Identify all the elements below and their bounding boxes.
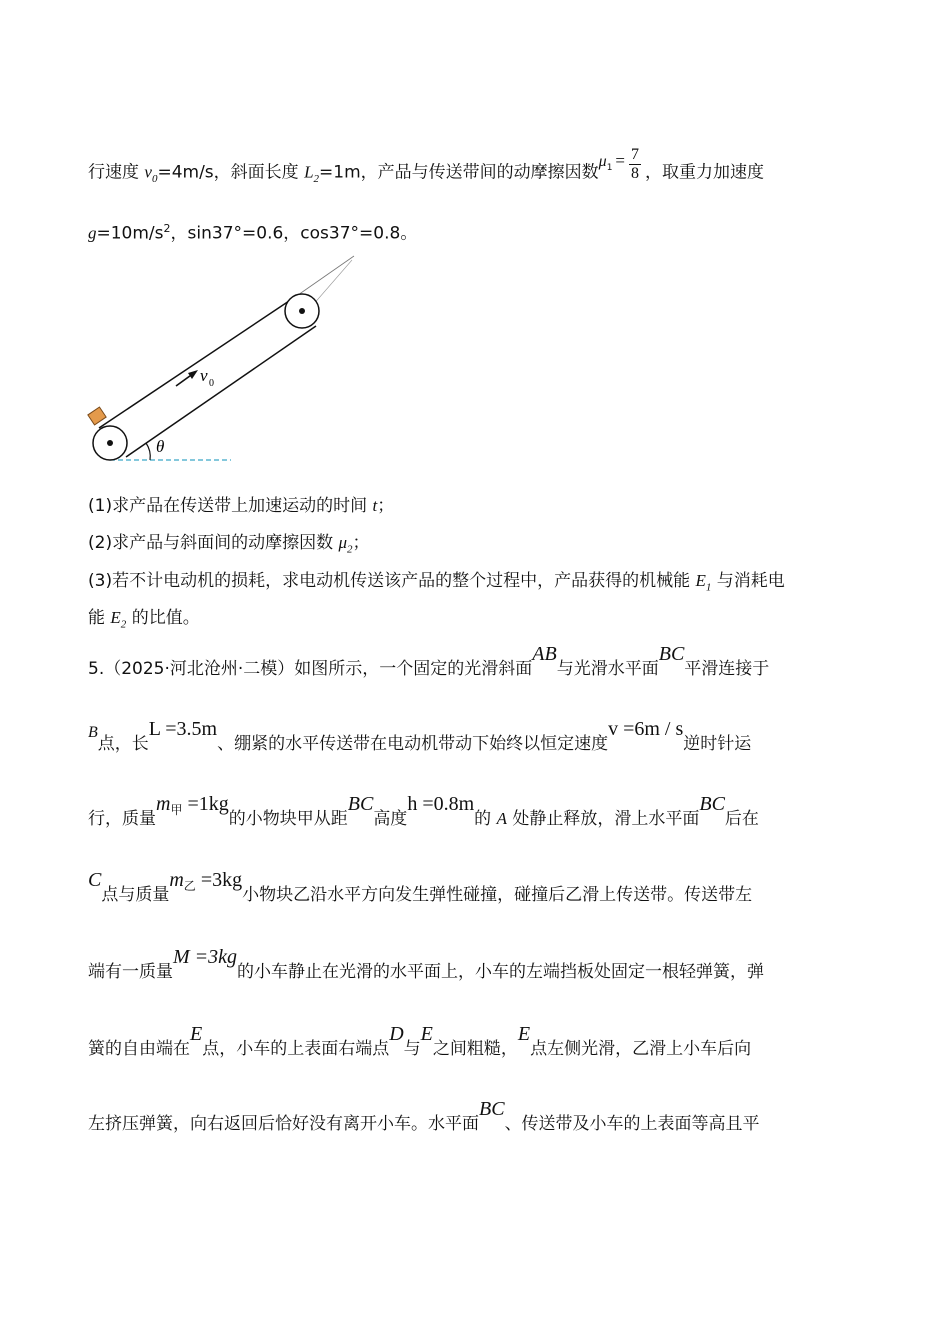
symbol-D: D xyxy=(389,1023,404,1045)
bottom-wheel-axle xyxy=(107,440,113,446)
symbol-mu1: μ xyxy=(598,152,607,170)
equation-L: L =3.5m xyxy=(148,718,218,740)
question-3-line-2 xyxy=(88,606,200,636)
symbol-g: g xyxy=(88,223,97,243)
label-v0: v xyxy=(200,366,208,385)
symbol-v0: v xyxy=(144,162,152,182)
label-v0-sub: 0 xyxy=(209,378,214,389)
slope-line xyxy=(298,256,354,295)
problem5-line-2 xyxy=(88,718,752,757)
fraction-denominator: 8 xyxy=(631,165,640,182)
text: 的比值。 xyxy=(126,608,200,628)
symbol-BC: BC xyxy=(699,793,725,815)
equation-M: M =3kg xyxy=(173,946,238,968)
text: 、绷紧的水平传送带在电动机带动下始终以恒定速度 xyxy=(217,734,609,754)
symbol-E: E xyxy=(190,1023,203,1045)
text: 逆时针运 xyxy=(683,734,752,754)
text: 点左侧光滑，乙滑上小车后向 xyxy=(530,1039,752,1059)
belt-upper-line xyxy=(99,295,298,428)
subscript: 2 xyxy=(120,618,127,631)
superscript: 2 xyxy=(163,222,171,235)
symbol-E1: E xyxy=(695,571,706,590)
angle-arc xyxy=(146,443,150,460)
problem5-line-4 xyxy=(88,869,753,912)
text: (2)求产品与斜面间的动摩擦因数 xyxy=(88,533,339,553)
subscript: 0 xyxy=(151,172,158,185)
text: ； xyxy=(352,533,370,553)
text: 点与质量 xyxy=(101,885,170,905)
symbol-C: C xyxy=(88,869,102,891)
intro-line-2 xyxy=(88,217,417,246)
value-m-jia: =1kg xyxy=(182,793,229,815)
value-m-yi: =3kg xyxy=(195,869,243,891)
text: 与消耗电 xyxy=(711,571,785,591)
fraction-numerator: 7 xyxy=(631,146,640,163)
symbol-E: E xyxy=(420,1023,433,1045)
symbol-E: E xyxy=(517,1023,531,1045)
symbol-m-jia: m xyxy=(156,793,171,815)
symbol-E2: E xyxy=(110,608,121,627)
symbol-BC: BC xyxy=(658,643,685,665)
text: 左挤压弹簧，向右返回后恰好没有离开小车。水平面 xyxy=(88,1114,479,1134)
question-3-line-1 xyxy=(88,569,785,599)
subscript: 甲 xyxy=(170,803,183,818)
subscript: 2 xyxy=(347,543,353,556)
text: 后在 xyxy=(724,809,759,829)
text: =4m/s，斜面长度 xyxy=(157,162,305,183)
equation-v: v =6m / s xyxy=(608,718,684,740)
intro-line-1 xyxy=(88,146,765,192)
text: 与光滑水平面 xyxy=(556,659,659,679)
text: 簧的自由端在 xyxy=(88,1039,190,1059)
text: 、传送带及小车的上表面等高且平 xyxy=(504,1114,760,1134)
subscript: 1 xyxy=(705,581,712,594)
conveyor-belt-figure xyxy=(86,250,366,470)
text: ，sin37°=0.6，cos37°=0.8。 xyxy=(170,223,418,244)
question-1 xyxy=(88,494,394,518)
text: 的小车静止在光滑的水平面上，小车的左端挡板处固定一根轻弹簧，弹 xyxy=(237,962,765,982)
text: ； xyxy=(377,496,395,516)
text: 5.（2025·河北沧州·二模）如图所示，一个固定的光滑斜面 xyxy=(88,659,533,679)
label-theta: θ xyxy=(156,437,165,456)
symbol-A: A xyxy=(496,809,507,828)
subscript: 乙 xyxy=(183,879,196,894)
subscript: 2 xyxy=(313,172,320,185)
text: 高度 xyxy=(373,809,408,829)
text: 能 xyxy=(88,608,111,628)
text: 小物块乙沿水平方向发生弹性碰撞，碰撞后乙滑上传送带。传送带左 xyxy=(242,885,753,905)
product-block xyxy=(88,407,106,425)
text: 端有一质量 xyxy=(88,962,173,982)
text: (1)求产品在传送带上加速运动的时间 xyxy=(88,496,373,516)
text: 的 xyxy=(474,809,497,829)
symbol-AB: AB xyxy=(532,643,557,665)
slope-line-2 xyxy=(312,260,352,306)
symbol-mu2: μ xyxy=(338,533,348,552)
text: 点，长 xyxy=(97,734,149,754)
text: 之间粗糙， xyxy=(432,1039,518,1059)
text: 的小物块甲从距 xyxy=(228,809,348,829)
symbol-B: B xyxy=(88,724,98,741)
text: 与 xyxy=(403,1039,421,1059)
text: =10m/s xyxy=(96,223,164,244)
text: 处静止释放，滑上水平面 xyxy=(506,809,700,829)
equation-h: h =0.8m xyxy=(407,793,475,815)
symbol-BC: BC xyxy=(479,1098,505,1120)
problem5-line-1 xyxy=(88,643,770,681)
equals: = xyxy=(615,150,626,170)
question-2 xyxy=(88,531,370,561)
text: 行，质量 xyxy=(88,809,156,829)
text: 点，小车的上表面右端点 xyxy=(202,1039,390,1059)
problem5-line-5 xyxy=(88,946,765,984)
fraction-7-8 xyxy=(629,146,641,183)
symbol-L2: L xyxy=(304,162,314,182)
top-wheel-axle xyxy=(299,308,305,314)
text: 平滑连接于 xyxy=(684,659,770,679)
text: 行速度 xyxy=(88,162,145,183)
text: ，取重力加速度 xyxy=(645,162,765,183)
symbol-BC: BC xyxy=(347,793,374,815)
text: =1m，产品与传送带间的动摩擦因数 xyxy=(319,162,599,183)
problem5-line-7 xyxy=(88,1098,760,1136)
subscript: 1 xyxy=(606,162,613,173)
problem5-line-3 xyxy=(88,793,759,836)
velocity-arrow-head xyxy=(188,370,198,379)
problem5-line-6 xyxy=(88,1023,752,1061)
text: (3)若不计电动机的损耗，求电动机传送该产品的整个过程中，产品获得的机械能 xyxy=(88,571,696,591)
symbol-t: t xyxy=(372,496,378,515)
symbol-m-yi: m xyxy=(169,869,184,891)
